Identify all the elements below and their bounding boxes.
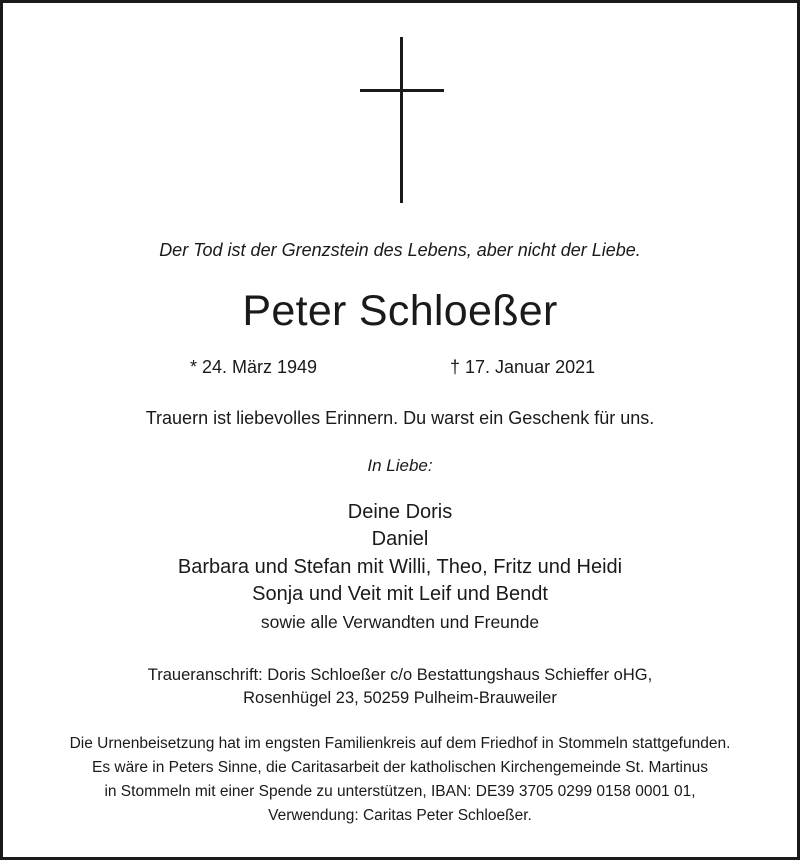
mourning-address-line: Rosenhügel 23, 50259 Pulheim-Brauweiler xyxy=(243,689,557,707)
mourning-address-line: Traueranschrift: Doris Schloeßer c/o Bestattungshaus Schieffer oHG, xyxy=(147,666,653,684)
motto: Der Tod ist der Grenzstein des Lebens, aber nicht der Liebe. xyxy=(159,240,641,260)
cross-horizontal-bar xyxy=(360,89,444,92)
notice-line: Es wäre in Peters Sinne, die Caritasarbeit der katholischen Kirchengemeinde St. Martinus xyxy=(91,759,708,776)
death-date: † 17. Januar 2021 xyxy=(450,357,596,377)
notice-line: in Stommeln mit einer Spende zu unterstützen, IBAN: DE39 3705 0299 0158 0001 01, xyxy=(104,783,696,800)
mourner-line: Sonja und Veit mit Leif und Bendt xyxy=(252,583,548,605)
mourner-line: Daniel xyxy=(371,528,429,550)
mourning-quote: Trauern ist liebevolles Erinnern. Du warst ein Geschenk für uns. xyxy=(145,408,655,428)
notice-line: Die Urnenbeisetzung hat im engsten Familienkreis auf dem Friedhof in Stommeln stattgefunden. xyxy=(69,735,731,752)
deceased-name: Peter Schloeßer xyxy=(242,287,558,335)
mourner-line: sowie alle Verwandten und Freunde xyxy=(260,612,540,632)
notice-line: Verwendung: Caritas Peter Schloeßer. xyxy=(268,807,532,824)
cross-vertical-bar xyxy=(400,37,403,203)
mourner-line: Barbara und Stefan mit Willi, Theo, Fritz und Heidi xyxy=(177,556,623,578)
birth-date: * 24. März 1949 xyxy=(190,357,318,377)
latin-cross-icon xyxy=(360,37,444,203)
mourner-line: Deine Doris xyxy=(347,501,453,523)
in-love-heading: In Liebe: xyxy=(367,456,433,475)
